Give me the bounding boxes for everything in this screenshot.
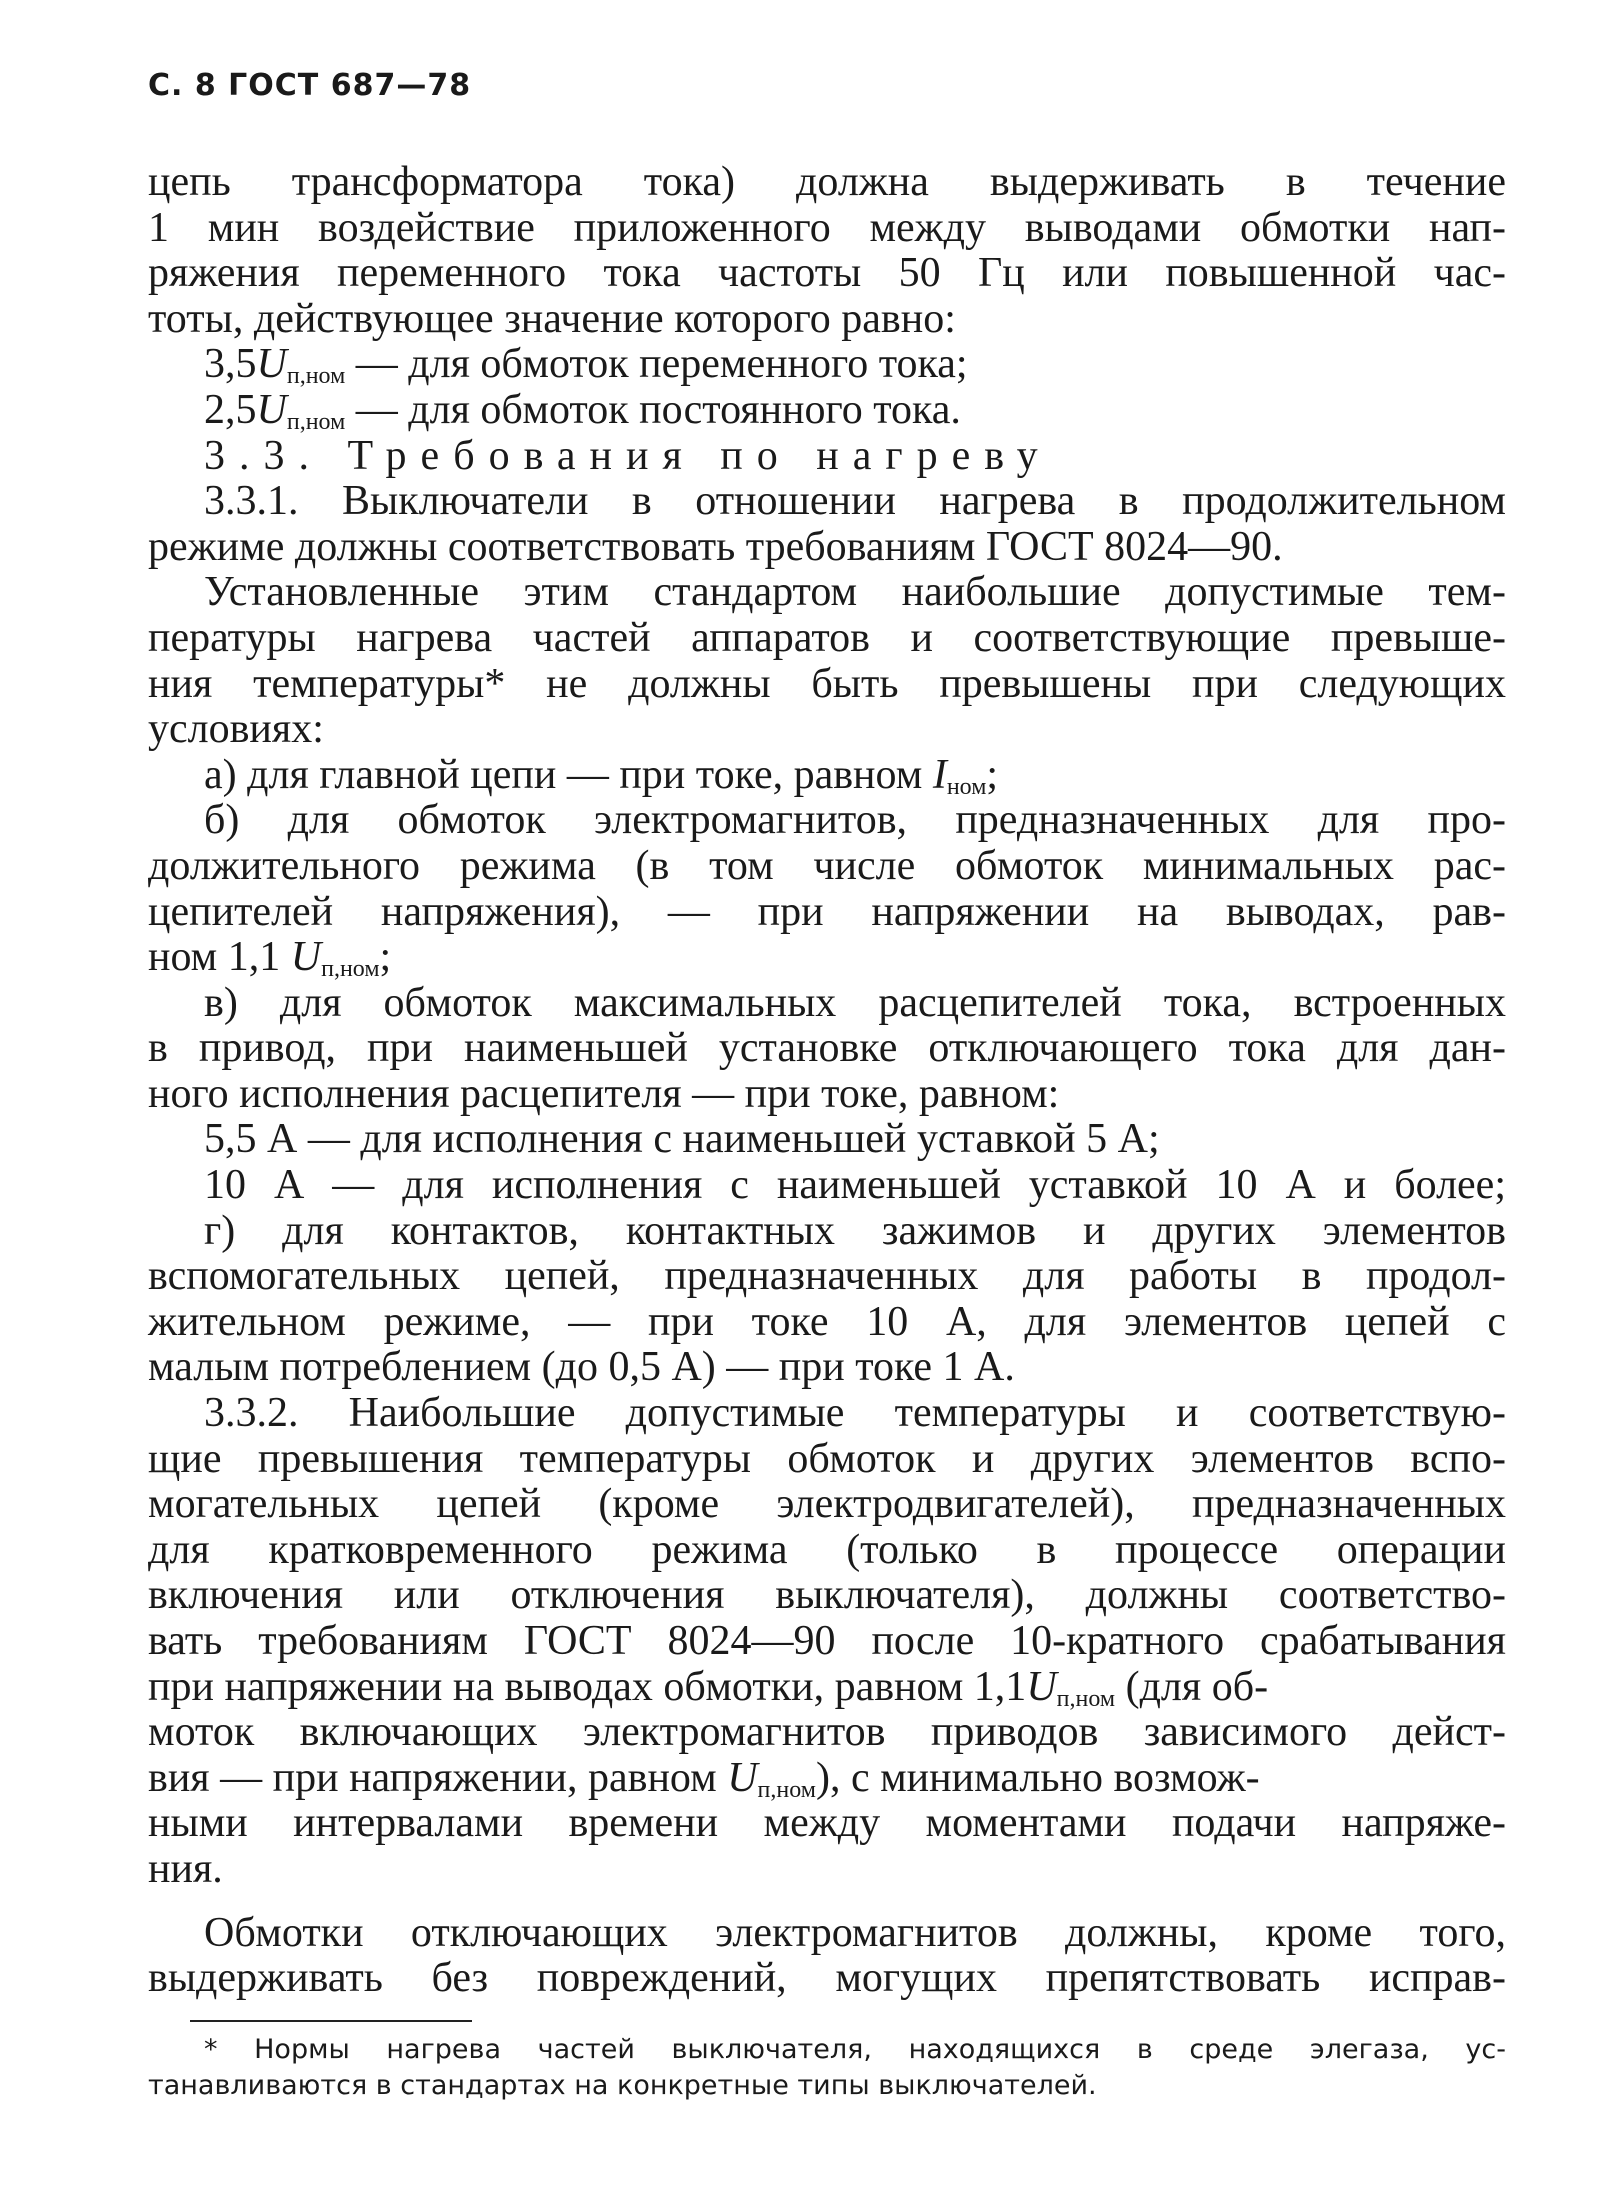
text-line: ния. bbox=[148, 1845, 223, 1892]
footnote-divider bbox=[190, 2020, 472, 2022]
list-item-v: в) для обмоток максимальных расцепителей тока, встроенных bbox=[204, 979, 1506, 1026]
paragraph-3-3-2: 3.3.2. Наибольшие допустимые температуры и соответствую- bbox=[204, 1390, 1506, 1437]
text-line: условиях: bbox=[148, 706, 324, 753]
text-line: пературы нагрева частей аппаратов и соответствующие превыше- bbox=[148, 614, 1506, 661]
formula-line-dc: $2,5U_{п,ном}$ — для обмоток постоянного тока. bbox=[204, 386, 961, 435]
paragraph-last: Обмотки отключающих электромагнитов должны, кроме того, bbox=[204, 1909, 1506, 1956]
text-line: режиме должны соответствовать требованиям ГОСТ 8024—90. bbox=[148, 523, 1283, 570]
text-line: включения или отключения выключателя), должны соответство- bbox=[148, 1572, 1506, 1619]
text-line: при напряжении на выводах обмотки, равном $1,1U_{п,ном}$ (для об- bbox=[148, 1663, 1269, 1712]
footnote-line: танавливаются в стандартах на конкретные типы выключателей. bbox=[148, 2070, 1097, 2101]
section-heading: 3.3. Требования по нагреву bbox=[204, 432, 1052, 479]
text-line: могательных цепей (кроме электродвигателей), предназначенных bbox=[148, 1481, 1506, 1528]
text-line: для кратковременного режима (только в процессе операции bbox=[148, 1526, 1506, 1573]
text-line: в привод, при наименьшей установке отключающего тока для дан- bbox=[148, 1025, 1506, 1072]
sub-item-10a: 10 А — для исполнения с наименьшей уставкой 10 А и более; bbox=[204, 1162, 1506, 1209]
text-line: ного исполнения расцепителя — при токе, равном: bbox=[148, 1070, 1060, 1117]
page-header: С. 8 ГОСТ 687—78 bbox=[148, 68, 472, 103]
text-line: малым потреблением (до 0,5 А) — при токе 1 А. bbox=[148, 1344, 1015, 1391]
paragraph-gap bbox=[148, 1893, 1506, 1911]
text-line: жительном режиме, — при токе 10 А, для элементов цепей с bbox=[148, 1298, 1506, 1345]
text-line: ными интервалами времени между моментами подачи напряже- bbox=[148, 1800, 1506, 1847]
text-line: вспомогательных цепей, предназначенных для работы в продол- bbox=[148, 1253, 1506, 1300]
list-item-b: б) для обмоток электромагнитов, предназначенных для про- bbox=[204, 797, 1506, 844]
list-item-a: а) для главной цепи — при токе, равном $I_{ном}$; bbox=[204, 751, 999, 800]
text-line: 3.3.1. Выключатели в отношении нагрева в продолжительном bbox=[204, 478, 1506, 525]
text-line: Установленные этим стандартом наибольшие допустимые тем- bbox=[204, 569, 1506, 616]
text-line: ния температуры* не должны быть превышены при следующих bbox=[148, 660, 1506, 707]
main-text bbox=[148, 160, 1506, 2002]
text-line: цепителей напряжения), — при напряжении на выводах, рав- bbox=[148, 888, 1506, 935]
text-line: ном 1,1 $U_{п,ном}$; bbox=[148, 934, 392, 983]
sub-item-5-5a: 5,5 А — для исполнения с наименьшей уставкой 5 А; bbox=[204, 1116, 1160, 1163]
text-line: моток включающих электромагнитов приводов зависимого дейст- bbox=[148, 1709, 1506, 1756]
text-line: щие превышения температуры обмоток и других элементов вспо- bbox=[148, 1435, 1506, 1482]
text-line: выдерживать без повреждений, могущих препятствовать исправ- bbox=[148, 1955, 1506, 2002]
footnote bbox=[148, 2032, 1506, 2104]
text-line: вия — при напряжении, равном $U_{п,ном}$), с минимально возмож- bbox=[148, 1754, 1260, 1803]
text-line: цепь трансформатора тока) должна выдерживать в течение bbox=[148, 159, 1506, 205]
text-line: 1 мин воздействие приложенного между выводами обмотки нап- bbox=[148, 204, 1506, 251]
text-line: вать требованиям ГОСТ 8024—90 после 10-кратного срабатывания bbox=[148, 1618, 1506, 1664]
text-line: ряжения переменного тока частоты 50 Гц или повышенной час- bbox=[148, 250, 1506, 297]
text-line: тоты, действующее значение которого равно: bbox=[148, 295, 956, 342]
list-item-g: г) для контактов, контактных зажимов и других элементов bbox=[204, 1207, 1506, 1254]
formula-line-ac: $3,5U_{п,ном}$ — для обмоток переменного тока; bbox=[204, 341, 968, 390]
text-line: должительного режима (в том числе обмоток минимальных рас- bbox=[148, 842, 1506, 889]
footnote-line: * Нормы нагрева частей выключателя, находящихся в среде элегаза, ус- bbox=[204, 2034, 1506, 2065]
